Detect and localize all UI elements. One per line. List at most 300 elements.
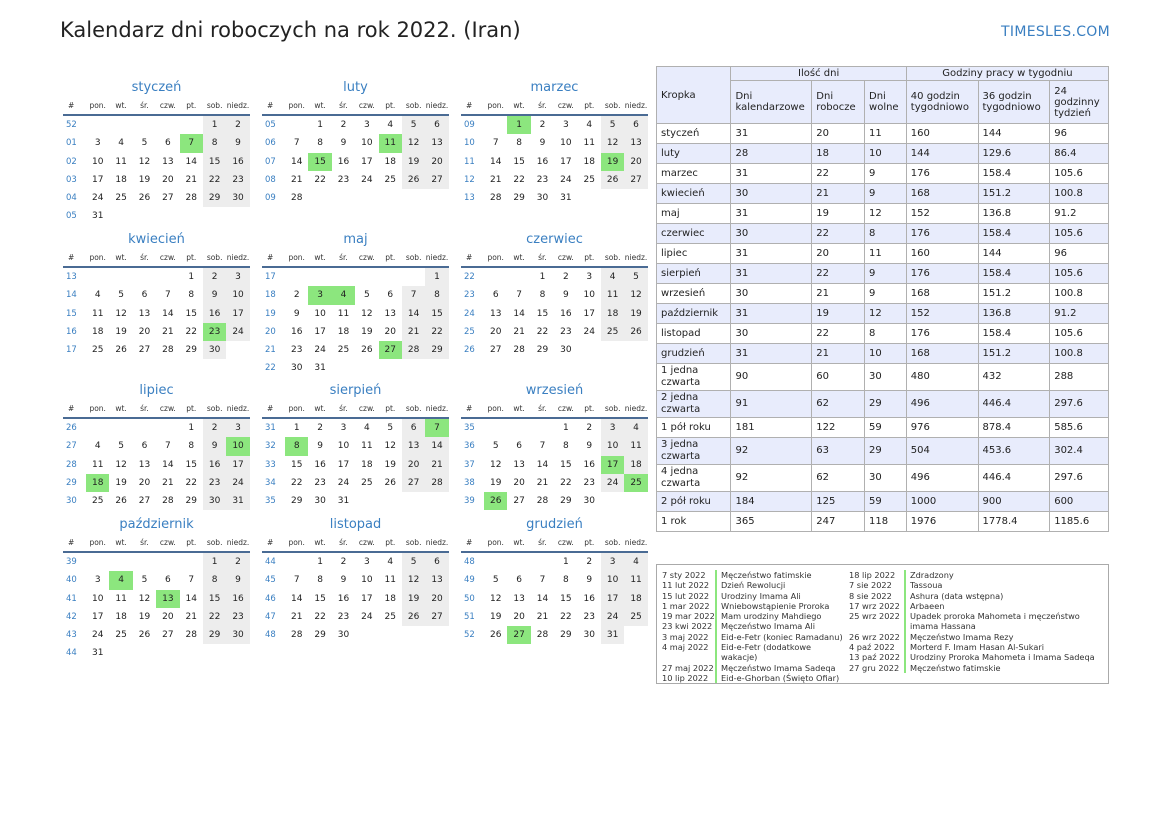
value-cell: 878.4 — [978, 418, 1050, 438]
empty-day-cell — [507, 268, 530, 286]
value-cell: 92 — [731, 438, 812, 465]
day-cell: 10 — [583, 290, 595, 301]
day-cell: 16 — [583, 459, 595, 470]
value-cell: 63 — [812, 438, 865, 465]
month-days-grid — [461, 401, 648, 510]
day-cell: 11 — [601, 286, 624, 304]
day-cell: 23 — [290, 345, 303, 356]
day-cell: 15 — [203, 590, 226, 608]
value-cell: 10 — [865, 144, 907, 164]
day-cell: 28 — [536, 630, 549, 641]
holiday-name: Upadek proroka Mahometa i męczeństwo imama Hassana — [904, 611, 1100, 632]
day-cell: 5 — [387, 423, 394, 433]
day-cell: 16 — [203, 305, 226, 323]
day-cell: 21 — [290, 611, 303, 622]
week-number: 07 — [265, 156, 276, 167]
day-cell: 13 — [513, 593, 525, 604]
col-36h: 36 godzin tygodniowo — [978, 81, 1050, 124]
day-cell: 25 — [115, 193, 127, 204]
day-cell: 29 — [185, 496, 197, 507]
holiday-date: 4 paź 2022 — [849, 642, 895, 653]
day-cell: 11 — [115, 156, 127, 167]
day-cell: 20 — [138, 477, 151, 488]
week-number: 03 — [66, 174, 77, 185]
day-cell: 9 — [539, 138, 546, 149]
weekday-header: # — [63, 250, 86, 268]
month-days-grid — [262, 401, 449, 510]
day-cell: 6 — [141, 441, 148, 452]
day-cell: 28 — [185, 193, 197, 204]
empty-day-cell — [109, 553, 132, 571]
day-cell: 13 — [138, 308, 151, 319]
month-days-grid — [63, 250, 250, 359]
day-cell: 1 — [425, 268, 448, 286]
period-cell: lipiec — [657, 244, 731, 264]
week-number: 08 — [265, 174, 276, 185]
day-cell: 2 — [563, 272, 569, 282]
value-cell: 302.4 — [1050, 438, 1109, 465]
week-number: 25 — [464, 326, 475, 337]
weekday-header: niedz. — [624, 535, 647, 553]
empty-day-cell — [109, 644, 132, 662]
value-cell: 30 — [865, 465, 907, 492]
month-4 — [63, 230, 250, 359]
day-cell: 20 — [162, 611, 174, 622]
day-cell: 3 — [226, 268, 249, 286]
day-cell: 7 — [293, 575, 300, 586]
value-cell: 8 — [865, 324, 907, 344]
day-cell: 13 — [513, 459, 525, 470]
empty-day-cell — [86, 116, 109, 134]
day-cell: 22 — [290, 477, 303, 488]
value-cell: 129.6 — [978, 144, 1050, 164]
weekday-header: pt. — [379, 535, 402, 553]
day-cell: 2 — [317, 423, 323, 433]
value-cell: 144 — [978, 244, 1050, 264]
holiday-day-cell: 26 — [484, 492, 507, 510]
week-number: 21 — [265, 345, 276, 356]
weekday-header: pon. — [86, 98, 109, 116]
weekday-header: wt. — [308, 250, 331, 268]
day-cell: 7 — [539, 575, 546, 586]
empty-day-cell — [156, 419, 179, 437]
day-cell: 20 — [624, 153, 647, 171]
stats-row — [657, 324, 1109, 344]
holiday-day-cell: 19 — [601, 153, 624, 171]
week-number: 26 — [464, 345, 475, 356]
value-cell: 1185.6 — [1050, 512, 1109, 532]
day-cell: 9 — [340, 138, 347, 149]
empty-day-cell — [332, 359, 355, 377]
day-cell: 4 — [387, 557, 394, 567]
day-cell: 22 — [536, 326, 549, 337]
day-cell: 28 — [402, 341, 425, 359]
day-cell: 27 — [162, 193, 174, 204]
day-cell: 25 — [624, 608, 647, 626]
day-cell: 23 — [226, 608, 249, 626]
value-cell: 144 — [978, 124, 1050, 144]
value-cell: 59 — [865, 418, 907, 438]
day-cell: 6 — [425, 116, 448, 134]
holiday-item — [662, 673, 846, 683]
day-cell: 10 — [314, 308, 326, 319]
value-cell: 585.6 — [1050, 418, 1109, 438]
weekday-header: # — [262, 98, 285, 116]
period-cell: 1 pół roku — [657, 418, 731, 438]
day-cell: 17 — [91, 174, 104, 185]
day-cell: 17 — [91, 611, 104, 622]
stats-row — [657, 344, 1109, 364]
week-number: 48 — [464, 557, 475, 567]
day-cell: 19 — [361, 326, 373, 337]
day-cell: 13 — [138, 459, 151, 470]
day-cell: 15 — [185, 459, 197, 470]
value-cell: 9 — [865, 164, 907, 184]
weekday-header: pt. — [379, 98, 402, 116]
day-cell: 19 — [624, 305, 647, 323]
day-cell: 20 — [489, 326, 502, 337]
day-cell: 24 — [361, 611, 373, 622]
weekday-header: wt. — [507, 535, 530, 553]
stats-row — [657, 204, 1109, 224]
value-cell: 600 — [1050, 492, 1109, 512]
day-cell: 22 — [185, 326, 197, 337]
day-cell: 7 — [165, 290, 171, 301]
value-cell: 30 — [865, 364, 907, 391]
weekday-header: czw. — [156, 98, 179, 116]
day-cell: 4 — [601, 268, 624, 286]
weekday-header: # — [63, 98, 86, 116]
week-number: 39 — [66, 557, 77, 567]
day-cell: 12 — [361, 308, 373, 319]
day-cell: 1 — [188, 272, 195, 282]
day-cell: 1 — [188, 423, 195, 433]
day-cell: 29 — [536, 345, 549, 356]
week-number: 15 — [66, 308, 77, 319]
day-cell: 4 — [624, 419, 647, 437]
day-cell: 19 — [138, 611, 151, 622]
day-cell: 3 — [364, 557, 370, 567]
day-cell: 5 — [364, 290, 370, 301]
empty-day-cell — [484, 553, 507, 571]
weekday-header: sob. — [402, 250, 425, 268]
weekday-header: śr. — [332, 98, 355, 116]
day-cell: 28 — [290, 630, 303, 641]
weekday-header: pt. — [578, 98, 601, 116]
week-number: 31 — [265, 423, 276, 433]
day-cell: 15 — [536, 308, 549, 319]
day-cell: 12 — [384, 441, 396, 452]
day-cell: 22 — [513, 174, 525, 185]
day-cell: 13 — [624, 134, 647, 152]
month-name: luty — [343, 80, 368, 95]
value-cell: 31 — [731, 344, 812, 364]
day-cell: 29 — [425, 341, 448, 359]
stats-row — [657, 438, 1109, 465]
holiday-name: Eid-e-Ghorban (Święto Ofiar) — [715, 673, 846, 683]
col-work-days: Dni robocze — [812, 81, 865, 124]
week-number: 52 — [66, 120, 77, 130]
day-cell: 29 — [203, 189, 226, 207]
day-cell: 24 — [91, 193, 104, 204]
day-cell: 18 — [115, 611, 127, 622]
day-cell: 1 — [203, 553, 226, 571]
empty-day-cell — [332, 189, 355, 207]
day-cell: 19 — [115, 477, 127, 488]
day-cell: 11 — [624, 437, 647, 455]
holiday-day-cell: 27 — [507, 626, 530, 644]
month-days-grid — [63, 98, 250, 226]
weekday-header: wt. — [109, 250, 132, 268]
weekday-header: pon. — [86, 250, 109, 268]
day-cell: 26 — [624, 323, 647, 341]
stats-row — [657, 492, 1109, 512]
period-cell: 4 jedna czwarta — [657, 465, 731, 492]
stats-body — [657, 124, 1109, 532]
day-cell: 5 — [118, 290, 124, 301]
value-cell: 176 — [906, 324, 978, 344]
day-cell: 21 — [513, 326, 525, 337]
week-number: 30 — [66, 496, 77, 507]
week-number: 13 — [464, 193, 475, 204]
day-cell: 10 — [560, 138, 572, 149]
holiday-item — [849, 642, 1100, 652]
week-number: 05 — [265, 120, 276, 130]
weekday-header: # — [63, 535, 86, 553]
weekday-header: pt. — [379, 401, 402, 419]
value-cell: 91.2 — [1050, 304, 1109, 324]
day-cell: 14 — [489, 156, 502, 167]
day-cell: 13 — [489, 308, 502, 319]
day-cell: 12 — [402, 571, 425, 589]
weekday-header: czw. — [355, 98, 378, 116]
empty-day-cell — [156, 553, 179, 571]
day-cell: 19 — [402, 153, 425, 171]
day-cell: 9 — [340, 575, 347, 586]
empty-day-cell — [624, 626, 647, 644]
value-cell: 22 — [812, 264, 865, 284]
day-cell: 14 — [185, 156, 197, 167]
stats-row — [657, 284, 1109, 304]
holiday-date: 23 kwi 2022 — [662, 621, 713, 632]
week-number: 14 — [66, 290, 77, 301]
holiday-name: Ashura (data wstępna) — [904, 591, 1100, 601]
day-cell: 5 — [402, 116, 425, 134]
value-cell: 22 — [812, 224, 865, 244]
day-cell: 6 — [141, 290, 148, 301]
stats-row — [657, 264, 1109, 284]
weekday-header: pon. — [484, 250, 507, 268]
day-cell: 24 — [226, 323, 249, 341]
month-days-grid — [262, 250, 449, 378]
day-cell: 14 — [185, 593, 197, 604]
page-title: Kalendarz dni roboczych na rok 2022. (Iran) — [60, 18, 521, 42]
month-11 — [262, 515, 449, 644]
weekday-header: pt. — [578, 250, 601, 268]
value-cell: 152 — [906, 304, 978, 324]
empty-day-cell — [180, 207, 203, 225]
day-cell: 25 — [115, 630, 127, 641]
period-cell: listopad — [657, 324, 731, 344]
value-cell: 168 — [906, 184, 978, 204]
day-cell: 20 — [513, 477, 525, 488]
empty-day-cell — [601, 492, 624, 510]
stats-row — [657, 304, 1109, 324]
day-cell: 26 — [402, 171, 425, 189]
day-cell: 6 — [516, 575, 522, 586]
week-number: 27 — [66, 441, 77, 452]
day-cell: 28 — [185, 630, 197, 641]
day-cell: 17 — [226, 456, 249, 474]
value-cell: 1976 — [906, 512, 978, 532]
value-cell: 136.8 — [978, 204, 1050, 224]
work-hours-table — [656, 66, 1109, 532]
weekday-header: czw. — [355, 535, 378, 553]
empty-day-cell — [355, 359, 378, 377]
weekday-header: # — [461, 98, 484, 116]
day-cell: 6 — [165, 138, 171, 149]
value-cell: 496 — [906, 465, 978, 492]
empty-day-cell — [624, 189, 647, 207]
brand-link[interactable]: TIMESLES.COM — [1001, 24, 1110, 40]
value-cell: 19 — [812, 204, 865, 224]
day-cell: 25 — [384, 174, 396, 185]
month-9 — [461, 381, 648, 510]
week-number: 05 — [66, 211, 77, 222]
day-cell: 23 — [583, 477, 595, 488]
day-cell: 23 — [583, 611, 595, 622]
holiday-name: Urodziny Proroka Mahometa i Imama Sadeqa — [904, 652, 1100, 662]
day-cell: 14 — [290, 156, 303, 167]
day-cell: 27 — [425, 171, 448, 189]
day-cell: 16 — [226, 153, 249, 171]
value-cell: 59 — [865, 492, 907, 512]
value-cell: 976 — [906, 418, 978, 438]
value-cell: 151.2 — [978, 344, 1050, 364]
day-cell: 1 — [293, 423, 300, 433]
weekday-header: # — [262, 250, 285, 268]
day-cell: 21 — [185, 174, 197, 185]
period-cell: grudzień — [657, 344, 731, 364]
value-cell: 31 — [731, 124, 812, 144]
day-cell: 26 — [115, 345, 127, 356]
week-number: 06 — [265, 138, 276, 149]
day-cell: 21 — [536, 611, 549, 622]
week-number: 42 — [66, 611, 77, 622]
value-cell: 118 — [865, 512, 907, 532]
day-cell: 12 — [624, 286, 647, 304]
day-cell: 29 — [560, 496, 572, 507]
week-number: 34 — [265, 477, 276, 488]
weekday-header: pon. — [484, 535, 507, 553]
holidays-left-column — [662, 570, 846, 683]
month-name: lipiec — [139, 383, 174, 398]
value-cell: 29 — [865, 438, 907, 465]
holiday-date: 3 maj 2022 — [662, 631, 709, 642]
weekday-header: sob. — [601, 401, 624, 419]
weekday-header: wt. — [109, 401, 132, 419]
weekday-header: pt. — [180, 98, 203, 116]
day-cell: 2 — [226, 116, 249, 134]
day-cell: 23 — [226, 171, 249, 189]
empty-day-cell — [332, 268, 355, 286]
value-cell: 158.4 — [978, 324, 1050, 344]
value-cell: 181 — [731, 418, 812, 438]
day-cell: 6 — [402, 419, 425, 437]
day-cell: 13 — [162, 156, 174, 167]
day-cell: 8 — [188, 290, 195, 301]
day-cell: 4 — [94, 441, 101, 452]
day-cell: 14 — [162, 308, 174, 319]
empty-day-cell — [402, 359, 425, 377]
empty-day-cell — [180, 116, 203, 134]
day-cell: 30 — [203, 492, 226, 510]
day-cell: 16 — [560, 308, 572, 319]
day-cell: 2 — [226, 553, 249, 571]
value-cell: 8 — [865, 224, 907, 244]
weekday-header: pt. — [578, 535, 601, 553]
empty-day-cell — [156, 207, 179, 225]
day-cell: 21 — [489, 174, 502, 185]
stats-row — [657, 418, 1109, 438]
holiday-date: 18 lip 2022 — [849, 570, 896, 580]
week-number: 51 — [464, 611, 475, 622]
weekday-header: sob. — [402, 535, 425, 553]
week-number: 28 — [66, 459, 77, 470]
day-cell: 18 — [601, 305, 624, 323]
day-cell: 30 — [560, 345, 572, 356]
day-cell: 24 — [601, 474, 624, 492]
day-cell: 20 — [162, 174, 174, 185]
day-cell: 9 — [226, 571, 249, 589]
day-cell: 28 — [162, 496, 174, 507]
weekday-header: wt. — [308, 98, 331, 116]
holiday-item — [662, 591, 846, 601]
day-cell: 1 — [317, 557, 323, 567]
weekday-header: śr. — [531, 535, 554, 553]
week-number: 44 — [66, 648, 77, 659]
day-cell: 1 — [317, 120, 323, 130]
day-cell: 16 — [314, 459, 326, 470]
holiday-item — [849, 611, 1100, 632]
empty-day-cell — [86, 419, 109, 437]
day-cell: 23 — [203, 474, 226, 492]
empty-day-cell — [578, 341, 601, 359]
holiday-name: Wniebowstąpienie Proroka — [715, 601, 846, 611]
period-header: Kropka — [657, 67, 731, 124]
value-cell: 432 — [978, 364, 1050, 391]
day-cell: 2 — [203, 419, 226, 437]
weekday-header: śr. — [133, 535, 156, 553]
value-cell: 105.6 — [1050, 264, 1109, 284]
holiday-day-cell: 18 — [86, 474, 109, 492]
day-cell: 1 — [563, 423, 569, 433]
period-cell: sierpień — [657, 264, 731, 284]
empty-day-cell — [133, 207, 156, 225]
month-days-grid — [63, 535, 250, 663]
value-cell: 22 — [812, 164, 865, 184]
holiday-item — [662, 601, 846, 611]
day-cell: 20 — [513, 611, 525, 622]
weekday-header: wt. — [507, 250, 530, 268]
month-name: maj — [343, 232, 368, 247]
weekday-header: niedz. — [425, 98, 448, 116]
day-cell: 17 — [583, 308, 595, 319]
day-cell: 24 — [583, 326, 595, 337]
value-cell: 125 — [812, 492, 865, 512]
day-cell: 18 — [361, 459, 373, 470]
weekday-header: niedz. — [226, 250, 249, 268]
